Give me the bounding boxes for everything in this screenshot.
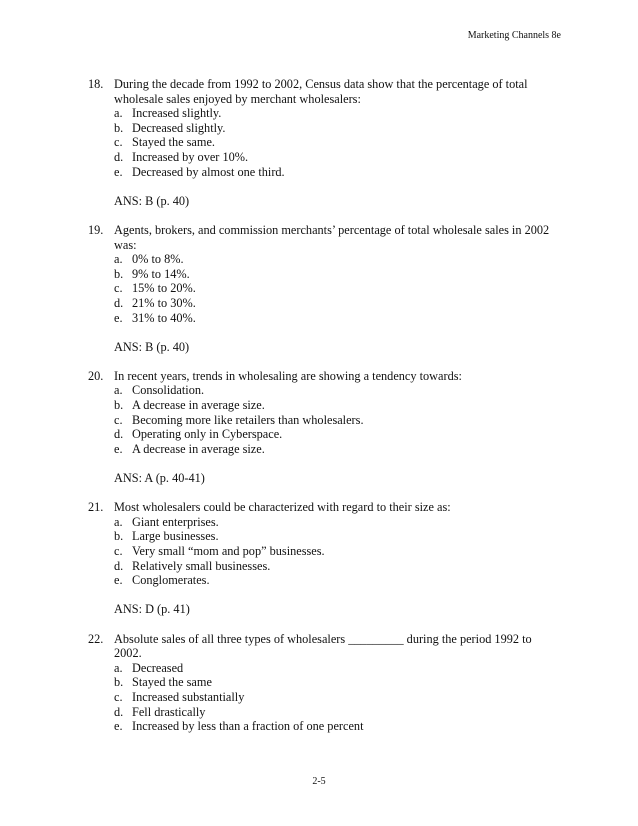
question-18	[88, 77, 562, 208]
option-letter: d.	[114, 295, 124, 310]
option-text: A decrease in average size.	[132, 398, 265, 413]
option-letter: c.	[114, 544, 123, 558]
option-text: Decreased slightly.	[132, 120, 226, 135]
question-22	[88, 632, 562, 734]
question-number: 20.	[88, 368, 104, 383]
option-d	[114, 559, 562, 574]
option-a	[114, 661, 562, 676]
option-text: Very small “mom and pop” businesses.	[132, 544, 325, 558]
option-e	[114, 573, 562, 588]
option-c	[114, 544, 562, 559]
option-letter: e.	[114, 310, 123, 325]
option-text: 9% to 14%.	[132, 266, 190, 281]
option-c	[114, 413, 562, 428]
option-letter: a.	[114, 383, 123, 398]
answer-key: ANS: B (p. 40)	[114, 193, 190, 208]
option-text: Consolidation.	[132, 383, 205, 398]
option-letter: e.	[114, 164, 123, 179]
option-letter: e.	[114, 441, 123, 456]
option-letter: d.	[114, 149, 124, 164]
question-stem: Absolute sales of all three types of wholesalers _________ during the period 1992 to 2002.	[114, 631, 532, 661]
option-a	[114, 252, 562, 267]
option-text: Relatively small businesses.	[132, 558, 271, 573]
option-letter: a.	[114, 252, 123, 267]
option-text: 15% to 20%.	[132, 281, 196, 296]
page-number: 2-5	[312, 776, 326, 787]
question-number: 22.	[88, 631, 104, 646]
option-b	[114, 398, 562, 413]
question-stem: In recent years, trends in wholesaling are showing a tendency towards:	[114, 368, 462, 383]
option-letter: a.	[114, 660, 123, 675]
option-letter: d.	[114, 704, 124, 719]
option-text: Conglomerates.	[132, 573, 210, 588]
option-c	[114, 135, 562, 150]
option-letter: b.	[114, 675, 124, 690]
option-a	[114, 106, 562, 121]
question-number: 21.	[88, 500, 104, 515]
option-e	[114, 442, 562, 457]
option-text: Operating only in Cyberspace.	[132, 427, 283, 442]
option-text: Increased by over 10%.	[132, 149, 249, 164]
option-letter: e.	[114, 719, 123, 734]
question-number: 19.	[88, 222, 104, 237]
option-text: 0% to 8%.	[132, 252, 184, 267]
option-letter: a.	[114, 514, 123, 529]
question-stem: Agents, brokers, and commission merchants’ percentage of total wholesale sales in 2002 was:	[114, 222, 550, 252]
running-header: Marketing Channels 8e	[467, 30, 561, 41]
option-e	[114, 311, 562, 326]
question-list	[88, 77, 562, 748]
option-b	[114, 529, 562, 544]
option-d	[114, 427, 562, 442]
option-c	[114, 690, 562, 705]
option-b	[114, 267, 562, 282]
question-stem: Most wholesalers could be characterized with regard to their size as:	[114, 500, 451, 515]
option-letter: b.	[114, 120, 124, 135]
option-text: Decreased	[132, 660, 184, 675]
option-c	[114, 281, 562, 296]
option-letter: c.	[114, 135, 123, 150]
option-letter: a.	[114, 106, 123, 121]
question-number: 18.	[88, 77, 104, 91]
option-list	[114, 515, 562, 588]
answer-key: ANS: D (p. 41)	[114, 602, 190, 617]
option-list	[114, 661, 562, 734]
option-text: Stayed the same.	[132, 135, 215, 150]
option-text: Stayed the same	[132, 675, 212, 690]
option-b	[114, 121, 562, 136]
option-e	[114, 165, 562, 180]
option-text: Giant enterprises.	[132, 514, 219, 529]
option-e	[114, 719, 562, 734]
option-text: 31% to 40%.	[132, 310, 196, 325]
option-letter: d.	[114, 558, 124, 573]
option-text: Increased substantially	[132, 689, 245, 704]
option-letter: b.	[114, 398, 124, 413]
option-text: Becoming more like retailers than wholesalers.	[132, 412, 364, 427]
question-21	[88, 500, 562, 617]
question-20	[88, 369, 562, 486]
option-text: Large businesses.	[132, 529, 219, 544]
option-b	[114, 675, 562, 690]
option-list	[114, 252, 562, 325]
option-letter: c.	[114, 689, 123, 704]
option-letter: b.	[114, 266, 124, 281]
option-list	[114, 106, 562, 179]
option-a	[114, 383, 562, 398]
option-text: Increased by less than a fraction of one percent	[132, 719, 364, 734]
option-d	[114, 705, 562, 720]
option-d	[114, 296, 562, 311]
question-19	[88, 223, 562, 354]
option-a	[114, 515, 562, 530]
answer-key: ANS: A (p. 40-41)	[114, 471, 205, 486]
answer-key: ANS: B (p. 40)	[114, 339, 190, 354]
option-text: Increased slightly.	[132, 106, 222, 121]
option-letter: c.	[114, 412, 123, 427]
option-letter: b.	[114, 529, 124, 544]
option-list	[114, 383, 562, 456]
question-stem: During the decade from 1992 to 2002, Census data show that the percentage of total wholesale sales enjoyed by merchant wholesalers:	[114, 77, 528, 106]
option-text: A decrease in average size.	[132, 441, 265, 456]
option-text: Fell drastically	[132, 704, 206, 719]
option-letter: c.	[114, 281, 123, 296]
option-text: 21% to 30%.	[132, 295, 196, 310]
option-letter: d.	[114, 427, 124, 442]
option-text: Decreased by almost one third.	[132, 164, 285, 179]
option-letter: e.	[114, 573, 123, 588]
option-d	[114, 150, 562, 165]
